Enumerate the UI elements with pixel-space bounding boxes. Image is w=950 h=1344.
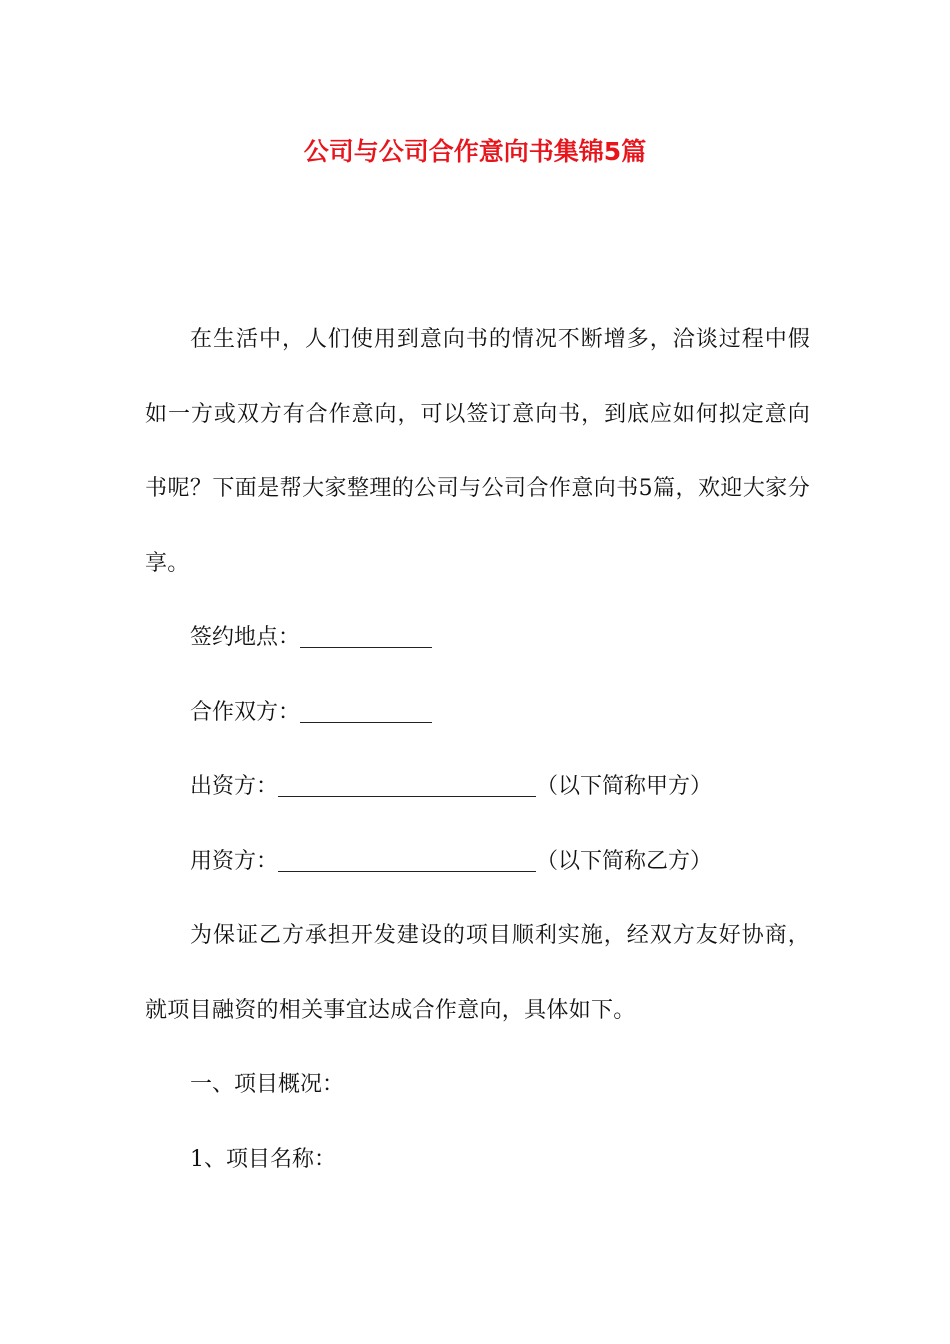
fund-user-suffix: （以下简称乙方） xyxy=(536,848,713,874)
section-1-heading: 一、项目概况： xyxy=(190,1072,345,1097)
fund-user-blank[interactable] xyxy=(278,849,536,872)
item-1-label: 1、项目名称： xyxy=(190,1146,336,1172)
intro-paragraph: 在生活中，人们使用到意向书的情况不断增多，洽谈过程中假如一方或双方有合作意向，可以签订意向书，到底应如何拟定意向书呢？下面是帮大家整理的公司与公司合作意向书5篇，欢迎大家分享。 xyxy=(145,327,810,576)
signing-location-label: 签约地点： xyxy=(190,625,301,650)
parties-label: 合作双方： xyxy=(190,699,301,725)
fund-user-label: 用资方： xyxy=(190,848,279,874)
investor-label: 出资方： xyxy=(190,774,279,799)
document-body xyxy=(145,303,810,1197)
investor-blank[interactable] xyxy=(278,774,536,797)
signing-location-line xyxy=(145,601,810,676)
document-title: 公司与公司合作意向书集锦5篇 xyxy=(303,137,647,166)
purpose-paragraph: 为保证乙方承担开发建设的项目顺利实施，经双方友好协商，就项目融资的相关事宜达成合作意向，具体如下。 xyxy=(145,923,810,1023)
parties-line xyxy=(145,676,810,751)
investor-line xyxy=(145,750,810,825)
signing-location-blank[interactable] xyxy=(300,625,432,648)
investor-suffix: （以下简称甲方） xyxy=(536,774,713,799)
fund-user-line xyxy=(145,825,810,900)
parties-blank[interactable] xyxy=(300,700,432,723)
